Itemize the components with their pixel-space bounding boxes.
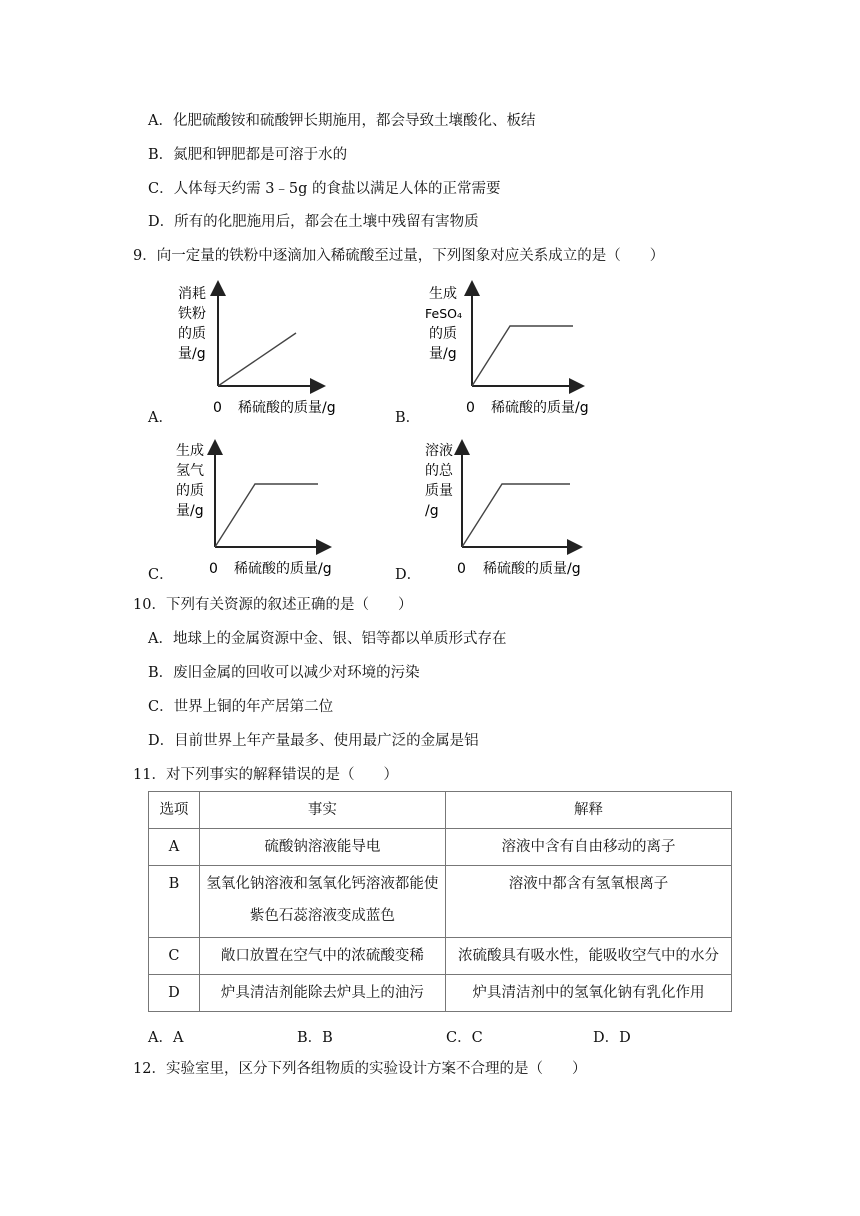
graph-b <box>425 280 615 424</box>
graph-a-option: A． <box>148 410 173 426</box>
graph-b-ylabel-2: FeSO₄ <box>425 306 462 321</box>
graph-a-ylabel-1: 消耗 <box>178 286 206 302</box>
table-row <box>149 866 732 938</box>
q10-option-b: B．废旧金属的回收可以减少对环境的污染 <box>148 665 420 681</box>
row-fact: 硫酸钠溶液能导电 <box>199 829 445 866</box>
row-explanation: 炉具清洁剂中的氢氧化钠有乳化作用 <box>445 975 731 1012</box>
graph-b-option: B． <box>395 410 421 426</box>
row-fact: 炉具清洁剂能除去炉具上的油污 <box>199 975 445 1012</box>
graph-a-curve <box>218 333 296 386</box>
graph-c-ylabel-1: 生成 <box>176 443 204 459</box>
graph-b-ylabel-4: 量/g <box>429 346 457 362</box>
q11-answer-a: A．A <box>148 1030 184 1046</box>
graph-b-ylabel-3: 的质 <box>429 326 457 342</box>
graph-a-xlabel: 稀硫酸的质量/g <box>238 400 336 416</box>
graph-d-xlabel: 稀硫酸的质量/g <box>483 561 581 577</box>
graph-c-origin: 0 <box>209 561 218 577</box>
graph-a-ylabel-2: 铁粉 <box>178 306 206 322</box>
row-fact-line-1: 氢氧化钠溶液和氢氧化钙溶液都能使 <box>206 876 439 892</box>
row-option: C <box>149 938 200 975</box>
row-fact <box>199 866 445 938</box>
q11-answer-c: C．C <box>446 1030 483 1046</box>
graph-a <box>176 280 356 424</box>
graph-a-origin: 0 <box>213 400 222 416</box>
graph-d-ylabel-1: 溶液 <box>425 443 453 459</box>
q11-stem: 11．对下列事实的解释错误的是（ ） <box>133 767 398 783</box>
graph-a-ylabel-3: 的质 <box>178 326 206 342</box>
graph-b-curve <box>472 326 573 386</box>
row-explanation: 溶液中含有自由移动的离子 <box>445 829 731 866</box>
row-option: D <box>149 975 200 1012</box>
q11-table <box>148 791 732 1012</box>
q8-option-d: D．所有的化肥施用后，都会在土壤中残留有害物质 <box>148 214 479 230</box>
q12-stem: 12．实验室里，区分下列各组物质的实验设计方案不合理的是（ ） <box>133 1061 587 1077</box>
row-fact: 敞口放置在空气中的浓硫酸变稀 <box>199 938 445 975</box>
graph-c <box>174 437 354 586</box>
graph-c-ylabel-3: 的质 <box>176 483 204 499</box>
graph-d-origin: 0 <box>457 561 466 577</box>
graph-c-curve <box>215 484 318 547</box>
graph-d-ylabel-3: 质量 <box>425 483 453 499</box>
q11-answer-b: B．B <box>297 1030 333 1046</box>
graph-d-ylabel-4: /g <box>425 503 439 519</box>
row-option: B <box>149 866 200 938</box>
graph-d-ylabel-2: 的总 <box>425 463 453 479</box>
table-row <box>149 829 732 866</box>
graph-d-option: D． <box>395 567 422 583</box>
table-row <box>149 975 732 1012</box>
q10-option-d: D．目前世界上年产量最多、使用最广泛的金属是铝 <box>148 733 479 749</box>
q11-answer-d: D．D <box>593 1030 631 1046</box>
graph-b-origin: 0 <box>466 400 475 416</box>
q10-option-c: C．世界上铜的年产居第二位 <box>148 699 334 715</box>
header-explanation: 解释 <box>445 792 731 829</box>
q8-option-a: A．化肥硫酸铵和硫酸钾长期施用，都会导致土壤酸化、板结 <box>148 113 536 129</box>
graph-b-xlabel: 稀硫酸的质量/g <box>491 400 589 416</box>
graph-c-ylabel-2: 氢气 <box>176 463 204 479</box>
row-explanation: 浓硫酸具有吸水性，能吸收空气中的水分 <box>445 938 731 975</box>
row-explanation: 溶液中都含有氢氧根离子 <box>445 866 731 938</box>
q8-option-c: C．人体每天约需 3﹣5g 的食盐以满足人体的正常需要 <box>148 181 501 197</box>
graph-d-curve <box>462 484 570 547</box>
graph-c-ylabel-4: 量/g <box>176 503 204 519</box>
row-option: A <box>149 829 200 866</box>
table-header-row <box>149 792 732 829</box>
header-fact: 事实 <box>199 792 445 829</box>
graph-d <box>423 437 608 586</box>
header-option: 选项 <box>149 792 200 829</box>
row-fact-line-2: 紫色石蕊溶液变成蓝色 <box>249 908 395 924</box>
graph-c-option: C． <box>148 567 174 583</box>
table-row <box>149 938 732 975</box>
graph-a-ylabel-4: 量/g <box>178 346 206 362</box>
q10-stem: 10．下列有关资源的叙述正确的是（ ） <box>133 597 413 613</box>
q10-option-a: A．地球上的金属资源中金、银、铝等都以单质形式存在 <box>148 631 507 647</box>
graph-c-xlabel: 稀硫酸的质量/g <box>234 561 332 577</box>
q8-option-b: B．氮肥和钾肥都是可溶于水的 <box>148 147 348 163</box>
q9-stem: 9．向一定量的铁粉中逐滴加入稀硫酸至过量，下列图象对应关系成立的是（ ） <box>133 248 665 264</box>
graph-b-ylabel-1: 生成 <box>429 286 457 302</box>
